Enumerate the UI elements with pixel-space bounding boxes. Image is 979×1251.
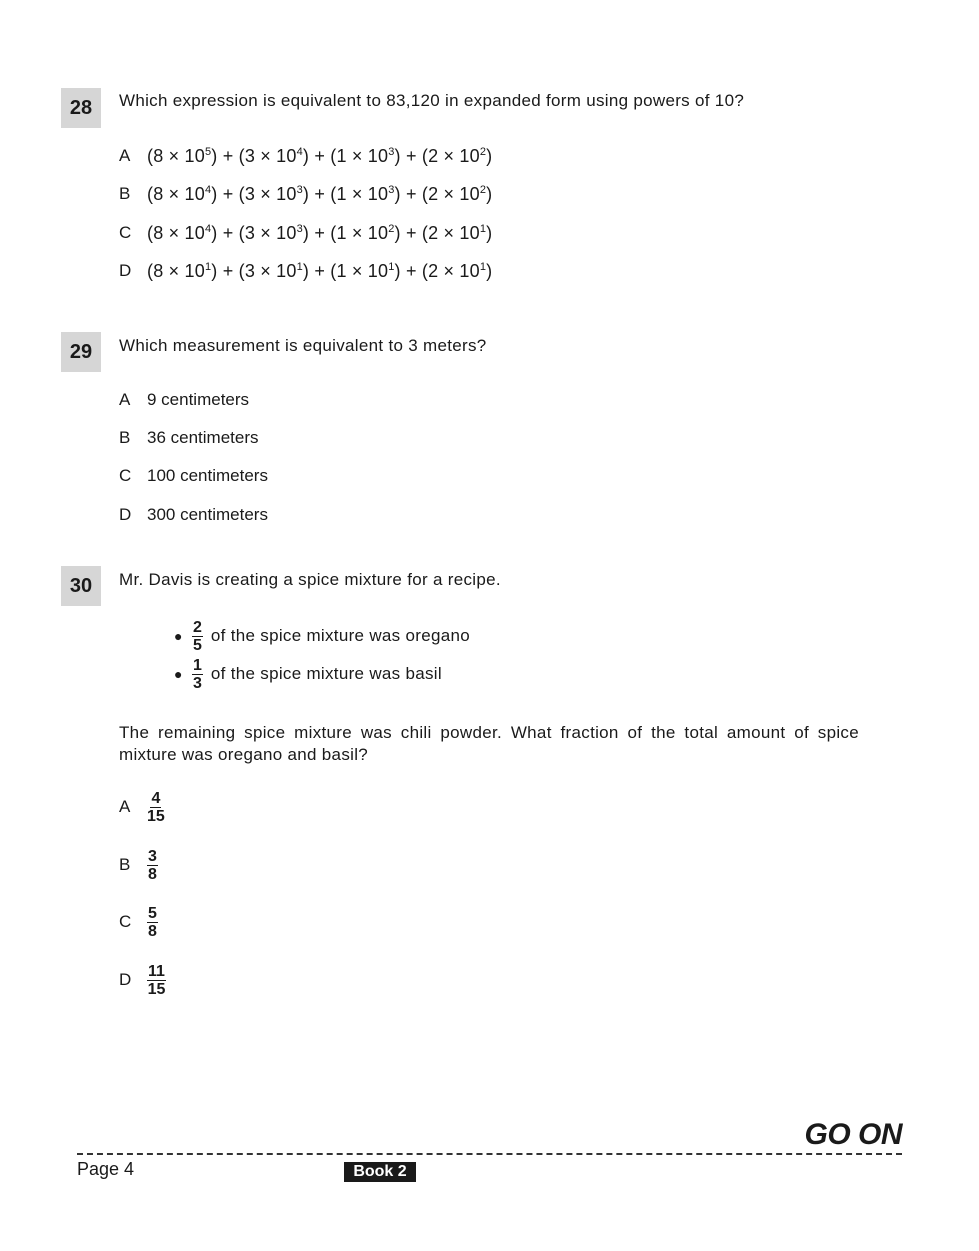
q28-option-b[interactable] <box>119 180 492 208</box>
q28-option-a[interactable] <box>119 142 492 170</box>
expanded-form-term: $(1 \times 10^1)$ <box>330 260 401 281</box>
question-number-29: 29 <box>61 332 101 372</box>
fraction <box>147 963 166 998</box>
expanded-form-term: $(8 \times 10^4)$ <box>147 183 218 204</box>
term-coefficient: 1 <box>336 222 347 243</box>
term-exponent: 3 <box>388 183 395 196</box>
page-number: Page 4 <box>77 1159 135 1179</box>
bullet-icon: ● <box>174 628 183 644</box>
q30-bullet-oregano <box>174 618 470 654</box>
expanded-form-term: $(2 \times 10^2)$ <box>421 145 493 166</box>
term-exponent: 1 <box>388 260 395 273</box>
term-coefficient: 1 <box>336 145 347 166</box>
fraction <box>147 790 165 825</box>
term-coefficient: 2 <box>428 260 439 281</box>
option-letter: C <box>119 466 132 485</box>
term-exponent: 4 <box>204 183 212 196</box>
option-letter: B <box>119 855 131 874</box>
term-coefficient: 3 <box>244 260 256 281</box>
expanded-form-expression: $(8 \times 10^5) + (3 \times 10^4) + (1 \times 10^3) + (2 \times 10^2)$ <box>147 145 493 166</box>
question-number-28: 28 <box>61 88 101 128</box>
term-exponent: 4 <box>296 145 303 158</box>
term-coefficient: 8 <box>153 145 164 166</box>
q29-option-a[interactable] <box>119 386 249 414</box>
option-text: 100 centimeters <box>147 466 268 485</box>
fraction-numerator: 4 <box>151 789 161 807</box>
fraction-denominator: 15 <box>147 980 166 998</box>
option-letter: C <box>119 912 132 931</box>
term-coefficient: 8 <box>153 222 164 243</box>
term-exponent: 2 <box>479 183 487 196</box>
fraction-denominator: 5 <box>193 636 202 654</box>
expanded-form-term: $(2 \times 10^1)$ <box>421 222 493 243</box>
option-letter: B <box>119 428 131 447</box>
term-coefficient: 3 <box>244 183 256 204</box>
option-letter: A <box>119 146 131 165</box>
bullet-text: of the spice mixture was basil <box>210 664 442 683</box>
fraction-denominator: 3 <box>193 674 202 692</box>
term-coefficient: 2 <box>428 183 439 204</box>
term-exponent: 3 <box>388 145 395 158</box>
expanded-form-expression: $(8 \times 10^4) + (3 \times 10^3) + (1 \times 10^2) + (2 \times 10^1)$ <box>147 222 493 243</box>
term-exponent: 2 <box>479 145 487 158</box>
option-letter: B <box>119 184 131 203</box>
bullet-icon: ● <box>174 666 183 682</box>
footer-divider <box>77 1153 902 1155</box>
expanded-form-term: $(3 \times 10^3)$ <box>238 222 310 243</box>
term-exponent: 1 <box>479 222 487 235</box>
q30-bullet-basil <box>174 656 442 692</box>
term-exponent: 4 <box>204 222 212 235</box>
term-exponent: 3 <box>296 183 303 196</box>
term-exponent: 3 <box>296 222 303 235</box>
expanded-form-expression: $(8 \times 10^1) + (3 \times 10^1) + (1 \times 10^1) + (2 \times 10^1)$ <box>147 260 493 281</box>
option-letter: A <box>119 390 131 409</box>
fraction-numerator: 11 <box>148 962 165 980</box>
option-letter: C <box>119 223 132 242</box>
fraction <box>192 619 203 654</box>
term-exponent: 1 <box>204 260 212 273</box>
expanded-form-term: $(8 \times 10^1)$ <box>147 260 218 281</box>
expanded-form-term: $(3 \times 10^1)$ <box>238 260 310 281</box>
fraction <box>147 905 158 940</box>
fraction-denominator: 8 <box>148 865 157 883</box>
expanded-form-expression: $(8 \times 10^4) + (3 \times 10^3) + (1 \times 10^3) + (2 \times 10^2)$ <box>147 183 493 204</box>
fraction <box>147 848 158 883</box>
term-coefficient: 3 <box>244 145 256 166</box>
expanded-form-term: $(2 \times 10^2)$ <box>421 183 493 204</box>
fraction-numerator: 1 <box>193 656 202 674</box>
question-30-prompt: The remaining spice mixture was chili powder. What fraction of the total amount of spice mixture was oregano and basil? <box>119 723 859 764</box>
q30-option-d[interactable] <box>119 958 166 1002</box>
term-exponent: 2 <box>388 222 395 235</box>
expanded-form-term: $(1 \times 10^3)$ <box>330 145 401 166</box>
q28-option-d[interactable] <box>119 257 492 285</box>
fraction-denominator: 15 <box>147 807 165 825</box>
option-letter: D <box>119 505 132 524</box>
q29-option-c[interactable] <box>119 462 268 490</box>
q30-option-b[interactable] <box>119 843 158 887</box>
q28-option-c[interactable] <box>119 219 492 247</box>
term-coefficient: 3 <box>244 222 256 243</box>
option-letter: D <box>119 970 132 989</box>
expanded-form-term: $(1 \times 10^3)$ <box>330 183 401 204</box>
q29-option-d[interactable] <box>119 501 268 529</box>
term-exponent: 1 <box>479 260 487 273</box>
expanded-form-term: $(3 \times 10^3)$ <box>238 183 310 204</box>
q30-option-c[interactable] <box>119 900 158 944</box>
question-30-text: Mr. Davis is creating a spice mixture for a recipe. <box>119 570 501 589</box>
term-coefficient: 8 <box>153 260 164 281</box>
term-coefficient: 2 <box>428 145 439 166</box>
question-29-text: Which measurement is equivalent to 3 meters? <box>119 336 487 355</box>
fraction <box>192 657 203 692</box>
expanded-form-term: $(3 \times 10^4)$ <box>238 145 310 166</box>
fraction-denominator: 8 <box>148 922 157 940</box>
term-exponent: 5 <box>204 145 212 158</box>
expanded-form-term: $(8 \times 10^4)$ <box>147 222 218 243</box>
option-text: 300 centimeters <box>147 505 268 524</box>
go-on-label: GO ON <box>804 1118 902 1151</box>
term-coefficient: 1 <box>336 183 347 204</box>
term-exponent: 1 <box>296 260 303 273</box>
expanded-form-term: $(2 \times 10^1)$ <box>421 260 493 281</box>
option-text: 9 centimeters <box>147 390 250 409</box>
expanded-form-term: $(8 \times 10^5)$ <box>147 145 218 166</box>
q29-option-b[interactable] <box>119 424 259 452</box>
option-text: 36 centimeters <box>147 428 259 447</box>
fraction-numerator: 2 <box>193 618 202 636</box>
option-letter: D <box>119 261 132 280</box>
expanded-form-term: $(1 \times 10^2)$ <box>330 222 401 243</box>
term-coefficient: 2 <box>428 222 439 243</box>
term-coefficient: 1 <box>336 260 347 281</box>
fraction-numerator: 3 <box>148 847 157 865</box>
term-coefficient: 8 <box>153 183 164 204</box>
question-number-30: 30 <box>61 566 101 606</box>
question-28-text: Which expression is equivalent to 83,120 in expanded form using powers of 10? <box>119 91 745 110</box>
book-badge: Book 2 <box>344 1162 416 1182</box>
q30-option-a[interactable] <box>119 785 165 829</box>
bullet-text: of the spice mixture was oregano <box>210 626 470 645</box>
option-letter: A <box>119 797 131 816</box>
fraction-numerator: 5 <box>148 904 157 922</box>
